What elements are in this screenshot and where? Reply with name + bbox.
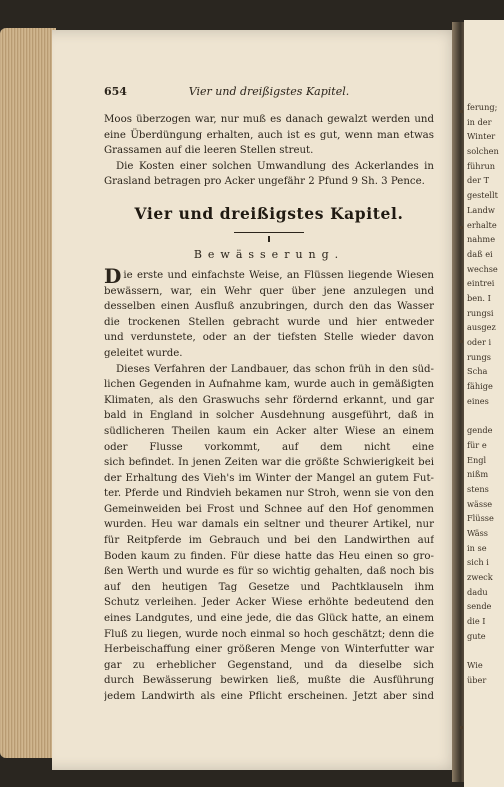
fragment-line: rungsi: [467, 307, 494, 318]
fragment-line: Landw: [467, 204, 495, 215]
edge-mark: [460, 226, 463, 229]
text-line: desselben einen Ausfluß anzubringen, durch den das Wasser: [104, 301, 434, 313]
text-line: sich befindet. In jenen Zeiten war die größte Schwierigkeit bei: [104, 457, 434, 469]
fragment-line: ausgez: [467, 322, 496, 333]
text-line: Grasland betragen pro Acker ungefähr 2 Pfund 9 Sh. 3 Pence.: [104, 176, 425, 188]
fragment-line: eines: [467, 395, 489, 406]
page-edges: [0, 28, 56, 758]
fragment-line: nißm: [467, 469, 489, 480]
text-line: Grassamen auf die leeren Stellen streut.: [104, 145, 314, 157]
running-head: Vier und dreißigstes Kapitel.: [188, 85, 350, 98]
text-line: Die Kosten einer solchen Umwandlung des Ackerlandes in: [116, 160, 434, 172]
page-body: [104, 112, 434, 705]
text-line: Boden kaum zu finden. Für diese hatte das Heu einen so gro-: [104, 550, 434, 562]
fragment-line: erhalte: [467, 219, 497, 230]
text-line: Fluß zu liegen, wurde noch einmal so hoch geschätzt; denn die: [104, 628, 434, 640]
text-line: Moos überzogen war, nur muß es danach gewalzt werden und: [104, 114, 434, 125]
text-line: auf den heutigen Tag Gesetze und Pachtklauseln ihm: [104, 581, 434, 593]
fragment-line: fähige: [467, 381, 493, 392]
fragment-line: dadu: [467, 586, 488, 597]
fragment-line: solchen: [467, 146, 499, 157]
text-line: Herbeischaffung einer größeren Menge von Winterfutter war: [104, 644, 434, 656]
fragment-line: die I: [467, 616, 486, 627]
fragment-line: Engl: [467, 454, 487, 465]
fragment-line: Wäss: [467, 527, 488, 538]
fragment-line: Scha: [467, 366, 488, 377]
text-line: eines Landgutes, und eine jede, die das Glück hatte, an einem: [104, 613, 434, 625]
text-line: südlicheren Theilen kaum ein Acker alter Wiese an einem: [104, 425, 434, 437]
fragment-line: daß ei: [467, 248, 493, 259]
fragment-line: eintrei: [467, 278, 495, 289]
fragment-line: gute: [467, 630, 486, 641]
text-line: eine Überdüngung erhalten, auch ist es gut, wenn man etwas: [104, 129, 434, 141]
rule-line: [234, 232, 304, 233]
fragment-line: zweck: [467, 572, 493, 582]
text-line: Gemeinweiden bei Frost und Schnee auf den Hof genommen: [104, 503, 434, 515]
fragment-line: oder i: [467, 337, 492, 347]
fragment-line: in se: [467, 542, 487, 553]
chapter-title: Vier und dreißigstes Kapitel.: [134, 203, 404, 223]
text-line: gar zu erheblicher Gegenstand, und da dieselbe sich: [104, 659, 434, 671]
text-line: Klimaten, als den Graswuchs sehr fördernd erkannt, und gar: [104, 394, 434, 406]
fragment-line: Flüsse: [467, 513, 494, 524]
fragment-line: rungs: [467, 351, 491, 362]
fragment-line: ben. I: [467, 292, 491, 303]
fragment-line: für e: [467, 439, 487, 450]
fragment-line: gestellt: [467, 190, 498, 201]
text-line: lichen Gegenden in Aufnahme kam, wurde auch in gemäßigten: [104, 379, 434, 391]
text-line: ßen Werth und wurde es für so wichtig gehalten, daß noch bis: [104, 566, 434, 578]
text-line: der Erhaltung des Vieh's im Winter der Mangel an gutem Fut-: [104, 472, 434, 484]
text-line: für Reitpferde im Gebrauch und bei den Landwirthen auf: [104, 535, 434, 547]
first-line: [104, 263, 434, 288]
fragment-line: wechse: [467, 263, 498, 274]
spacer: [104, 190, 434, 202]
right-page-fragments: [467, 100, 504, 688]
fragment-line: Wie: [467, 660, 483, 671]
section-heading: Bewässerung.: [193, 247, 345, 261]
fragment-line: stens: [467, 483, 489, 494]
fragment-line: sich i: [467, 557, 489, 568]
text-line: geleitet wurde.: [104, 347, 183, 359]
text-line: die trockenen Stellen gebracht wurde und hier entweder: [104, 316, 434, 328]
edge-mark: [460, 726, 463, 729]
fragment-line: Winter: [467, 131, 496, 142]
fragment-line: wässe: [467, 498, 493, 509]
text-line: ter. Pferde und Rindvieh bekamen nur Stroh, wenn sie von den: [104, 488, 434, 500]
edge-mark: [460, 340, 463, 343]
fragment-line: [467, 643, 504, 658]
page-number: 654: [104, 85, 127, 98]
text-line: oder Flusse vorkommt, auf dem nicht eine: [104, 441, 434, 453]
fragment-line: sende: [467, 601, 492, 612]
fragment-line: gende: [467, 425, 493, 436]
fragment-line: nahme: [467, 234, 496, 245]
text-line: bewässern, war, ein Wehr quer über jene anzulegen und: [104, 285, 434, 297]
chapter-rule: [104, 232, 434, 246]
fragment-line: in der: [467, 116, 492, 127]
rule-ornament: [268, 236, 270, 242]
text-line: bald in England in solcher Ausdehnung ausgeführt, daß in: [104, 410, 434, 422]
page-header: [104, 85, 434, 103]
fragment-line: [467, 408, 504, 423]
fragment-line: führun: [467, 160, 496, 171]
text-line: durch Bewässerung bewirken ließ, mußte die Ausführung: [104, 675, 434, 687]
text-line: Dieses Verfahren der Landbauer, das schon früh in den süd-: [116, 363, 434, 375]
text-line: und verdunstete, oder an der tiefsten Stelle wieder davon: [104, 332, 434, 344]
fragment-line: über: [467, 674, 487, 685]
text-line: jedem Landwirth als eine Pflicht erscheinen. Jetzt aber sind: [104, 691, 434, 702]
text-line: wurden. Heu war damals ein seltner und theurer Artikel, nur: [104, 519, 434, 531]
fragment-line: der T: [467, 175, 490, 186]
text-line: ie erste und einfachste Weise, an Flüssen liegende Wiesen: [123, 269, 434, 281]
text-line: Schutz verleihen. Jeder Acker Wiese erhöhte bedeutend den: [104, 597, 434, 609]
drop-capital: D: [104, 263, 122, 288]
edge-mark: [460, 110, 463, 113]
fragment-line: ferung;: [467, 102, 498, 112]
